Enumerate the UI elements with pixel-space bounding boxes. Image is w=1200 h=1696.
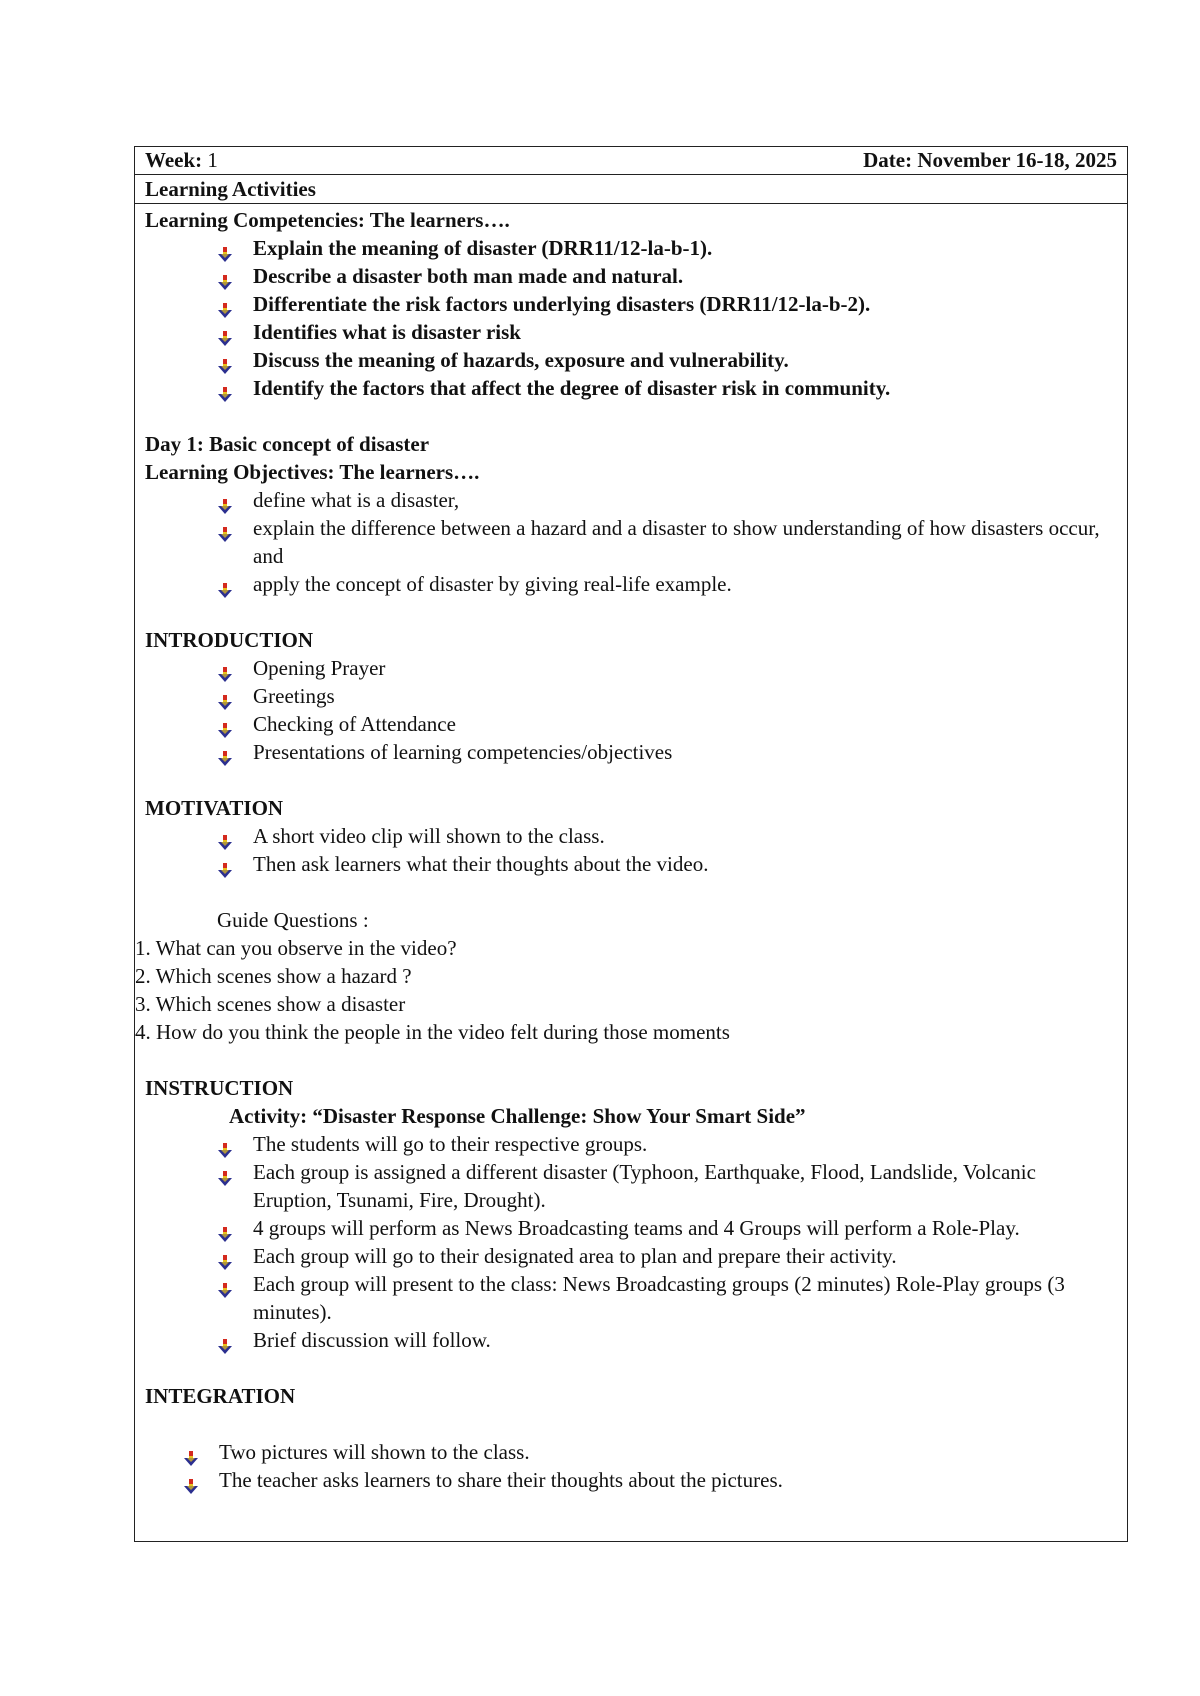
instruction-item	[217, 1270, 1117, 1326]
arrow-down-bullet-icon	[217, 829, 233, 844]
arrow-down-bullet-icon	[217, 1249, 233, 1264]
competency-item	[217, 290, 1117, 318]
arrow-down-bullet-icon	[217, 269, 233, 284]
competencies-heading: Learning Competencies: The learners….	[145, 208, 510, 232]
introduction-item-text: Checking of Attendance	[253, 712, 456, 736]
competency-item	[217, 234, 1117, 262]
guide-questions-list	[135, 934, 1117, 1046]
instruction-item-text: Each group will present to the class: News Broadcasting groups (2 minutes) Role-Play groups (3 minutes).	[253, 1272, 1065, 1324]
motivation-heading: MOTIVATION	[145, 796, 284, 820]
introduction-item	[217, 682, 1117, 710]
motivation-item	[217, 850, 1117, 878]
competency-item-text: Describe a disaster both man made and natural.	[253, 264, 684, 288]
activity-title: Activity: “Disaster Response Challenge: Show Your Smart Side”	[229, 1104, 806, 1128]
arrow-down-bullet-icon	[217, 1221, 233, 1236]
arrow-down-bullet-icon	[217, 857, 233, 872]
motivation-list	[145, 822, 1117, 878]
week-field	[145, 148, 218, 173]
integration-item	[183, 1466, 1117, 1494]
instruction-heading: INSTRUCTION	[145, 1076, 294, 1100]
competency-item-text: Identifies what is disaster risk	[253, 320, 521, 344]
section-title-row	[135, 175, 1127, 204]
arrow-down-bullet-icon	[217, 325, 233, 340]
arrow-down-bullet-icon	[217, 241, 233, 256]
objective-item-text: apply the concept of disaster by giving real-life example.	[253, 572, 732, 596]
competency-item-text: Differentiate the risk factors underlying disasters (DRR11/12-la-b-2).	[253, 292, 871, 316]
week-date-row	[135, 147, 1127, 175]
guide-question: 4. How do you think the people in the video felt during those moments	[135, 1020, 730, 1044]
instruction-item	[217, 1242, 1117, 1270]
week-label: Week:	[145, 148, 203, 172]
objectives-heading: Learning Objectives: The learners….	[145, 460, 480, 484]
lesson-content	[135, 204, 1127, 1494]
motivation-item	[217, 822, 1117, 850]
guide-question: 2. Which scenes show a hazard ?	[135, 964, 412, 988]
arrow-down-bullet-icon	[217, 297, 233, 312]
instruction-item-text: Each group will go to their designated area to plan and prepare their activity.	[253, 1244, 897, 1268]
introduction-item-text: Opening Prayer	[253, 656, 386, 680]
guide-questions-label: Guide Questions :	[217, 908, 369, 932]
day1-title: Day 1: Basic concept of disaster	[145, 432, 430, 456]
competency-item-text: Explain the meaning of disaster (DRR11/12-la-b-1).	[253, 236, 713, 260]
guide-question: 1. What can you observe in the video?	[135, 936, 457, 960]
competency-item-text: Identify the factors that affect the degree of disaster risk in community.	[253, 376, 891, 400]
arrow-down-bullet-icon	[217, 353, 233, 368]
arrow-down-bullet-icon	[217, 689, 233, 704]
instruction-item-text: Brief discussion will follow.	[253, 1328, 491, 1352]
arrow-down-bullet-icon	[217, 1277, 233, 1292]
integration-item	[183, 1438, 1117, 1466]
objective-item	[217, 514, 1117, 570]
arrow-down-bullet-icon	[217, 381, 233, 396]
arrow-down-bullet-icon	[217, 745, 233, 760]
objective-item	[217, 570, 1117, 598]
instruction-list	[145, 1130, 1117, 1354]
instruction-item-text: The students will go to their respective groups.	[253, 1132, 648, 1156]
integration-item-text: Two pictures will shown to the class.	[219, 1440, 530, 1464]
introduction-item-text: Presentations of learning competencies/objectives	[253, 740, 673, 764]
arrow-down-bullet-icon	[217, 1333, 233, 1348]
introduction-list	[145, 654, 1117, 766]
objectives-list	[145, 486, 1117, 598]
instruction-item-text: Each group is assigned a different disaster (Typhoon, Earthquake, Flood, Landslide, Volcanic Eruption, Tsunami, Fire, Drought).	[253, 1160, 1036, 1212]
arrow-down-bullet-icon	[183, 1473, 199, 1488]
lesson-plan-table	[134, 146, 1128, 1542]
arrow-down-bullet-icon	[183, 1445, 199, 1460]
arrow-down-bullet-icon	[217, 1137, 233, 1152]
objective-item	[217, 486, 1117, 514]
introduction-item	[217, 710, 1117, 738]
competency-item	[217, 262, 1117, 290]
guide-question: 3. Which scenes show a disaster	[135, 992, 406, 1016]
instruction-item	[217, 1326, 1117, 1354]
introduction-item-text: Greetings	[253, 684, 335, 708]
introduction-heading: INTRODUCTION	[145, 628, 314, 652]
instruction-item	[217, 1214, 1117, 1242]
competency-item	[217, 318, 1117, 346]
section-title: Learning Activities	[145, 176, 316, 201]
integration-item-text: The teacher asks learners to share their thoughts about the pictures.	[219, 1468, 783, 1492]
competency-item	[217, 346, 1117, 374]
date-field: Date: November 16-18, 2025	[863, 148, 1117, 172]
arrow-down-bullet-icon	[217, 493, 233, 508]
objective-item-text: explain the difference between a hazard and a disaster to show understanding of how disasters occur, and	[253, 516, 1100, 568]
arrow-down-bullet-icon	[217, 717, 233, 732]
motivation-item-text: A short video clip will shown to the class.	[253, 824, 605, 848]
week-value: 1	[207, 148, 218, 172]
competency-item-text: Discuss the meaning of hazards, exposure and vulnerability.	[253, 348, 789, 372]
introduction-item	[217, 738, 1117, 766]
instruction-item-text: 4 groups will perform as News Broadcasting teams and 4 Groups will perform a Role-Play.	[253, 1216, 1020, 1240]
integration-list	[145, 1438, 1117, 1494]
instruction-item	[217, 1158, 1117, 1214]
arrow-down-bullet-icon	[217, 1165, 233, 1180]
introduction-item	[217, 654, 1117, 682]
competencies-list	[145, 234, 1117, 402]
arrow-down-bullet-icon	[217, 521, 233, 536]
competency-item	[217, 374, 1117, 402]
objective-item-text: define what is a disaster,	[253, 488, 460, 512]
arrow-down-bullet-icon	[217, 577, 233, 592]
integration-heading: INTEGRATION	[145, 1384, 296, 1408]
motivation-item-text: Then ask learners what their thoughts about the video.	[253, 852, 709, 876]
arrow-down-bullet-icon	[217, 661, 233, 676]
instruction-item	[217, 1130, 1117, 1158]
